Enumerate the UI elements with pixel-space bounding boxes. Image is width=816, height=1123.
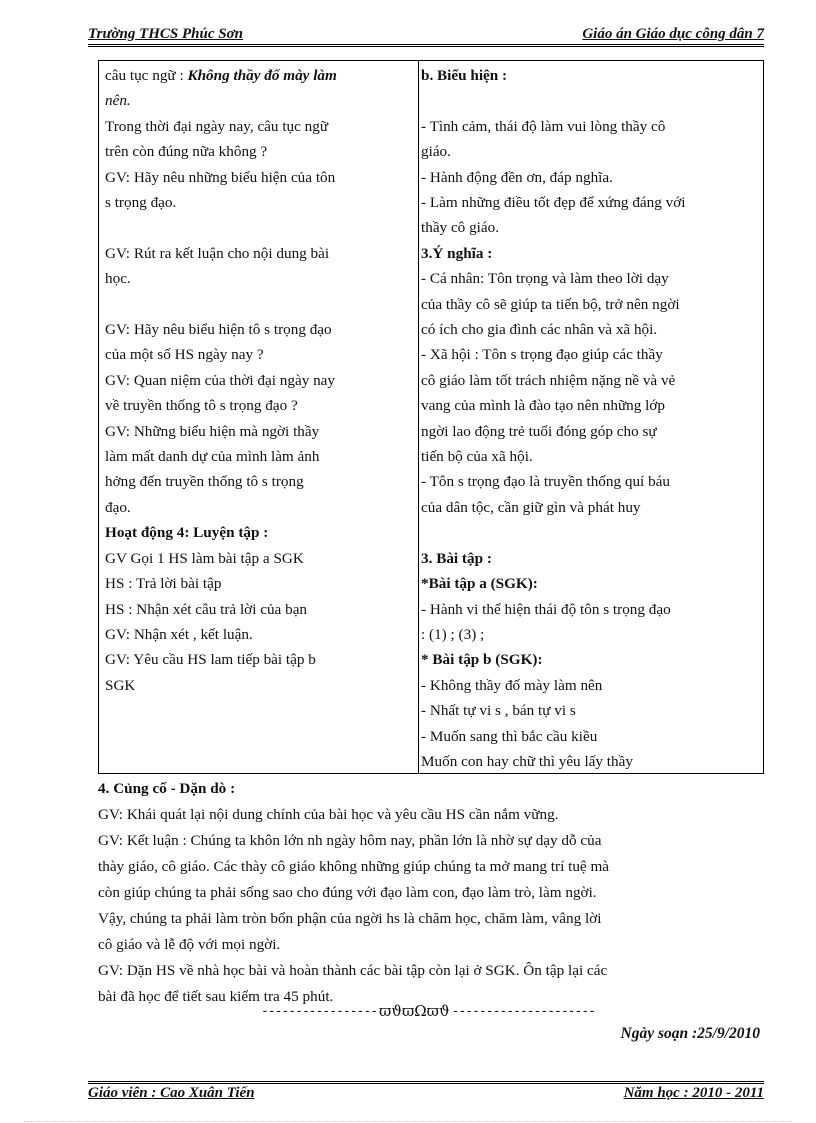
table-row: tiến bộ của xã hội.	[421, 448, 533, 466]
table-row: - Làm những điều tốt đẹp để xứng đáng với	[421, 194, 686, 212]
table-row: của dân tộc, cần giữ gìn và phát huy	[421, 498, 641, 516]
table-row: của một số HS ngày nay ?	[105, 346, 264, 364]
table-row: - Hành vi thể hiện thái độ tôn s trọng đạo	[421, 600, 671, 618]
table-row: - Muốn sang thì bắc cầu kiều	[421, 727, 598, 745]
footer-teacher: Giáo viên : Cao Xuân Tiến	[88, 1085, 255, 1101]
table-row: của thầy cô sẽ giúp ta tiến bộ, trở nên ngời	[421, 295, 680, 313]
footer-school-year: Năm học : 2010 - 2011	[623, 1085, 764, 1101]
table-row: câu tục ngữ : Không thầy đố mày làm	[105, 67, 337, 84]
paragraph-line: thày giáo, cô giáo. Các thày cô giáo không những giúp chúng ta mở mang trí tuệ mà	[98, 858, 610, 875]
table-row: - Tôn s trọng đạo là truyền thống quí báu	[421, 473, 671, 491]
table-row: làm mất danh dự của mình làm ảnh	[105, 448, 320, 466]
table-row: thầy cô giáo.	[421, 219, 500, 237]
table-row: ngời lao động trẻ tuổi đóng góp cho sự	[421, 422, 657, 440]
table-row: học.	[105, 270, 131, 288]
table-row: nên.	[105, 92, 131, 110]
divider-dashes-right: ---------------------	[451, 1003, 595, 1019]
table-row: - Nhất tự vi s , bán tự vi s	[421, 702, 576, 720]
table-row: đạo.	[105, 498, 131, 516]
paragraph-line: GV: Dặn HS về nhà học bài và hoàn thành các bài tập còn lại ở SGK. Ôn tập lại các	[98, 962, 608, 979]
teacher-activity-column	[99, 61, 419, 773]
ornament-icon: ϖϑϖΩϖϑ	[379, 1002, 450, 1020]
section-heading: b. Biểu hiện :	[421, 67, 508, 84]
paragraph-line: bài đã học để tiết sau kiểm tra 45 phút.	[98, 988, 334, 1005]
page-header	[88, 26, 764, 47]
table-row: về truyền thống tô s trọng đạo ?	[105, 397, 298, 415]
table-row: GV Gọi 1 HS làm bài tập a SGK	[105, 549, 304, 567]
lesson-table	[98, 60, 764, 774]
table-row: GV: Nhận xét , kết luận.	[105, 625, 253, 643]
table-row: - Hành động đền ơn, đáp nghĩa.	[421, 168, 613, 186]
table-row: GV: Hãy nêu biểu hiện tô s trọng đạo	[105, 321, 332, 339]
paragraph-line: còn giúp chúng ta phải sống sao cho đúng với đạo làm con, đạo làm trò, làm ngời.	[98, 884, 597, 901]
section-heading: 3. Bài tập :	[421, 549, 492, 567]
table-row: GV: Yêu cầu HS lam tiếp bài tập b	[105, 651, 316, 669]
table-row: HS : Trả lời bài tập	[105, 575, 222, 593]
divider-dashes-left: -----------------	[260, 1003, 378, 1019]
table-row: giáo.	[421, 143, 451, 161]
paragraph-line: GV: Khái quát lại nội dung chính của bài học và yêu cầu HS cần nắm vững.	[98, 806, 559, 823]
header-school: Trường THCS Phúc Sơn	[88, 26, 243, 42]
header-subject: Giáo án Giáo dục công dân 7	[582, 26, 764, 42]
section-heading: 3.Ý nghĩa :	[421, 244, 493, 262]
exercise-heading: *Bài tập a (SGK):	[421, 575, 538, 593]
section-divider	[258, 1002, 598, 1020]
paragraph-line: Vậy, chúng ta phải làm tròn bổn phận của ngời hs là chăm học, chăm làm, vâng lời	[98, 910, 602, 927]
table-row: GV: Hãy nêu những biểu hiện của tôn	[105, 168, 336, 186]
paragraph-line: cô giáo và lễ độ với mọi ngời.	[98, 936, 281, 953]
table-row: : (1) ; (3) ;	[421, 625, 485, 643]
table-row: Trong thời đại ngày nay, câu tục ngữ	[105, 117, 329, 135]
table-row: HS : Nhận xét câu trả lời của bạn	[105, 600, 308, 618]
page-edge	[24, 1121, 792, 1122]
table-row: Muốn con hay chữ thì yêu lấy thầy	[421, 752, 633, 770]
page-footer	[88, 1081, 764, 1102]
table-row: trên còn đúng nữa không ?	[105, 143, 268, 161]
table-row: - Không thầy đố mày làm nên	[421, 676, 603, 694]
table-row: hởng đến truyền thống tô s trọng	[105, 473, 304, 491]
table-row: có ích cho gia đình các nhân và xã hội.	[421, 321, 658, 339]
table-row: GV: Rút ra kết luận cho nội dung bài	[105, 244, 330, 262]
table-row: cô giáo làm tốt trách nhiệm nặng nề và vẻ	[421, 371, 676, 389]
table-row: SGK	[105, 676, 136, 694]
paragraph-line: GV: Kết luận : Chúng ta khôn lớn nh ngày hôm nay, phần lớn là nhờ sự dạy dỗ của	[98, 832, 602, 849]
content-column	[419, 61, 763, 773]
activity-heading: Hoạt động 4: Luyện tập :	[105, 524, 269, 542]
table-row: - Cá nhân: Tôn trọng và làm theo lời dạy	[421, 270, 669, 288]
exercise-heading: * Bài tập b (SGK):	[421, 651, 543, 669]
table-row: GV: Quan niệm của thời đại ngày nay	[105, 371, 336, 389]
table-row: s trọng đạo.	[105, 194, 177, 212]
table-row: - Tình cảm, thái độ làm vui lòng thầy cô	[421, 117, 666, 135]
consolidation-section	[98, 776, 764, 1010]
table-row: vang của mình là đào tạo nên những lớp	[421, 397, 666, 415]
consolidation-heading: 4. Củng cố - Dặn dò :	[98, 780, 236, 797]
table-row: GV: Những biểu hiện mà ngời thầy	[105, 422, 320, 440]
preparation-date: Ngày soạn :25/9/2010	[620, 1025, 760, 1042]
table-row: - Xã hội : Tôn s trọng đạo giúp các thầy	[421, 346, 663, 364]
